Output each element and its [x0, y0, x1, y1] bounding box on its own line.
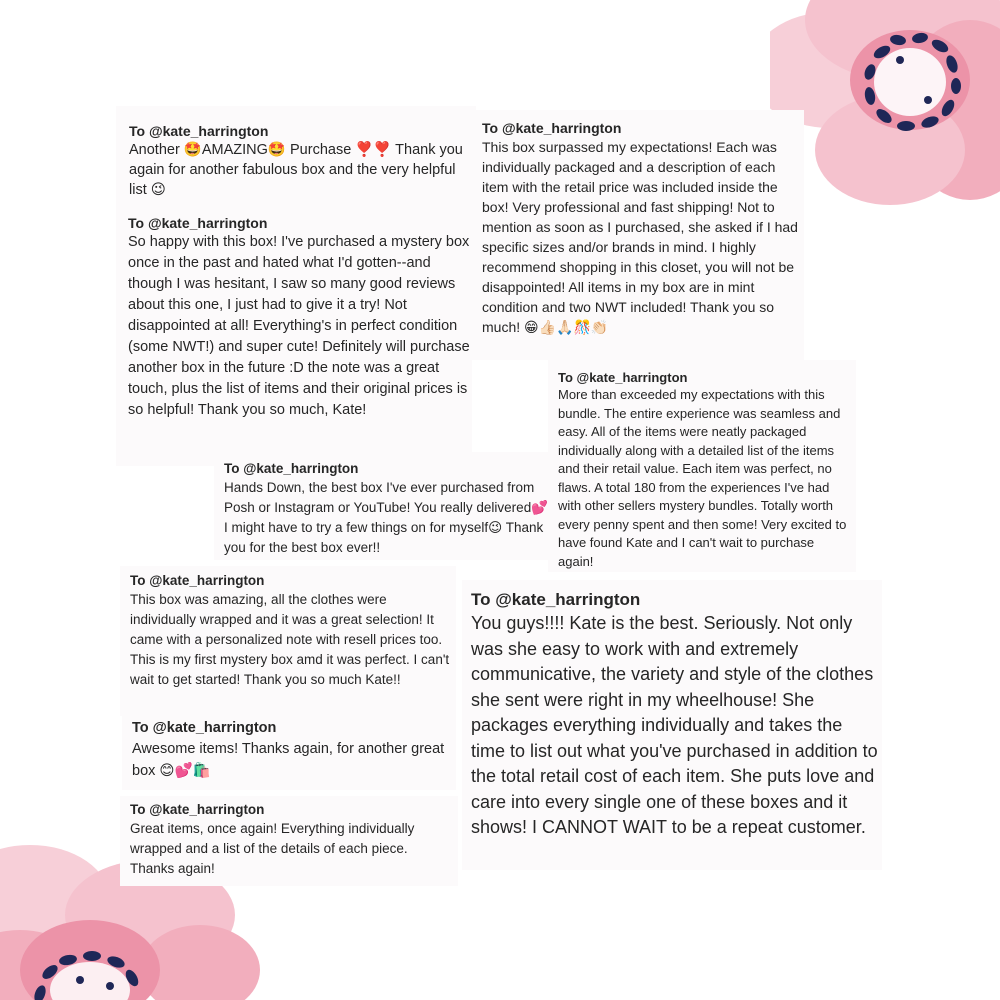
review-text: This box surpassed my expectations! Each was individually packaged and a description of each item with the retail price was included inside the box! Very professional and fast shipping! Not to mention as soon as I purchased, she asked if I had specific sizes and/or brands in mind. I highly recommend shopping in this closet, you will not be disappointed! All items in my box are in mint condition and two NWT included! Thank you so much! 😁👍🏻🙏🏻🎊👏🏻: [482, 139, 798, 335]
review-card: [116, 206, 472, 466]
review-text: Hands Down, the best box I've ever purchased from Posh or Instagram or YouTube! You really delivered💕 I might have to try a few things on for myself😉 Thank you for the best box ever!!: [224, 480, 549, 555]
review-text: This box was amazing, all the clothes were individually wrapped and it was a great selection! It came with a personalized note with resell prices too. This is my first mystery box amd it was perfect. I can't wait to get started! Thank you so much Kate!!: [130, 592, 450, 687]
review-card: [462, 580, 882, 870]
review-recipient: To @kate_harrington: [224, 461, 359, 476]
review-card: [120, 566, 456, 716]
review-text: More than exceeded my expectations with this bundle. The entire experience was seamless and easy. All of the items were neatly packaged individually along with a detailed list of the items and their retail value. Each item was perfect, no flaws. A total 180 from the experiences I've had with other sellers mystery bundles. Totally worth every penny spent and then some! Very excited to have found Kate and I can't wait to purchase again!: [558, 387, 847, 569]
review-recipient: To @kate_harrington: [482, 120, 622, 136]
pink-flower-icon: [770, 0, 1000, 230]
review-recipient: To @kate_harrington: [130, 802, 265, 817]
review-recipient: To @kate_harrington: [558, 370, 688, 385]
review-text: Another 🤩AMAZING🤩 Purchase ❣️❣️ Thank you again for another fabulous box and the very helpful list 😉: [129, 142, 463, 198]
review-card: [116, 106, 476, 206]
review-card: [214, 452, 552, 560]
review-recipient: To @kate_harrington: [471, 590, 641, 609]
review-card: [120, 796, 458, 886]
review-text: You guys!!!! Kate is the best. Seriously. Not only was she easy to work with and extremely communicative, the variety and style of the clothes she sent were right in my wheelhouse! She packages everything individually and takes the time to list out what you've purchased in addition to the total retail cost of each item. She puts love and care into every single one of these boxes and it shows! I CANNOT WAIT to be a repeat customer.: [471, 613, 878, 837]
review-card: [472, 110, 804, 360]
review-card: [548, 360, 856, 572]
review-recipient: To @kate_harrington: [130, 573, 265, 588]
review-card: [122, 714, 456, 790]
review-text: So happy with this box! I've purchased a mystery box once in the past and hated what I'd gotten--and though I was hesitant, I saw so many good reviews about this one, I just had to give it a try! Not disappointed at all! Everything's in perfect condition (some NWT!) and super cute! Definitely will purchase another box in the future :D the note was a great touch, plus the list of items and their original prices is so helpful! Thank you so much, Kate!: [128, 234, 470, 418]
review-recipient: To @kate_harrington: [128, 215, 268, 231]
review-text: Great items, once again! Everything individually wrapped and a list of the details of each piece. Thanks again!: [130, 821, 415, 876]
review-recipient: To @kate_harrington: [129, 123, 269, 139]
review-recipient: To @kate_harrington: [132, 720, 277, 736]
review-text: Awesome items! Thanks again, for another great box 😊💕🛍️: [132, 741, 445, 779]
